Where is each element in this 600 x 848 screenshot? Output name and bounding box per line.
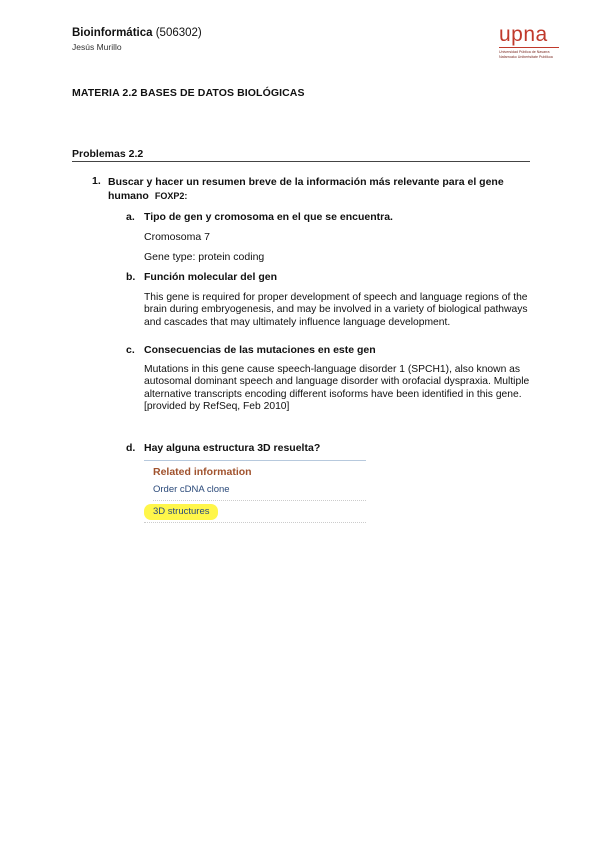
question-body: Buscar y hacer un resumen breve de la información más relevante para el gene humano (108, 176, 504, 202)
section-divider (72, 161, 530, 162)
gene-name: FOXP2: (154, 191, 188, 201)
subitem-d-title: Hay alguna estructura 3D resuelta? (144, 442, 321, 454)
gene-type-text: Gene type: protein coding (144, 251, 265, 263)
question-number: 1. (92, 175, 101, 187)
course-code: (506302) (155, 27, 202, 39)
order-cdna-clone-link[interactable]: Order cDNA clone (153, 484, 230, 495)
course-title (72, 27, 202, 39)
related-information-screenshot (144, 460, 366, 524)
section-title: Problemas 2.2 (72, 148, 144, 160)
logo-word: upna (499, 23, 548, 46)
chromosome-text: Cromosoma 7 (144, 231, 210, 243)
screenshot-top-border (144, 460, 366, 461)
subitem-a-title: Tipo de gen y cromosoma en el que se encuentra. (144, 211, 393, 223)
author-name: Jesús Murillo (72, 42, 122, 52)
course-name: Bioinformática (72, 27, 153, 39)
materia-title: MATERIA 2.2 BASES DE DATOS BIOLÓGICAS (72, 87, 305, 99)
function-paragraph: This gene is required for proper development of speech and language regions of the brain during embryogenesis, and may be involved in a variety of biological pathways and cascades that may ultimately influence language development. (144, 292, 528, 328)
subitem-d-letter: d. (126, 442, 136, 454)
subitem-b-title: Función molecular del gen (144, 271, 278, 283)
logo-line-2: Nafarroako Unibertsitate Publikoa (499, 54, 553, 59)
question-text (108, 175, 518, 203)
subitem-c-letter: c. (126, 344, 135, 356)
upna-logo (499, 24, 569, 64)
logo-line-1: Universidad Pública de Navarra (499, 50, 550, 54)
subitem-b-letter: b. (126, 271, 136, 283)
mutations-paragraph: Mutations in this gene cause speech-language disorder 1 (SPCH1), also known as autosomal dominant speech and language disorder with orofacial dyspraxia. Multiple alternative transcripts encoding different isoforms have been identified in this gene.[provided by RefSeq, Feb 2010] (144, 364, 530, 413)
logo-divider (499, 47, 559, 48)
related-information-heading: Related information (153, 466, 252, 478)
subitem-a-letter: a. (126, 211, 135, 223)
3d-structures-link[interactable]: 3D structures (153, 506, 210, 517)
subitem-c-title: Consecuencias de las mutaciones en este gen (144, 344, 376, 356)
